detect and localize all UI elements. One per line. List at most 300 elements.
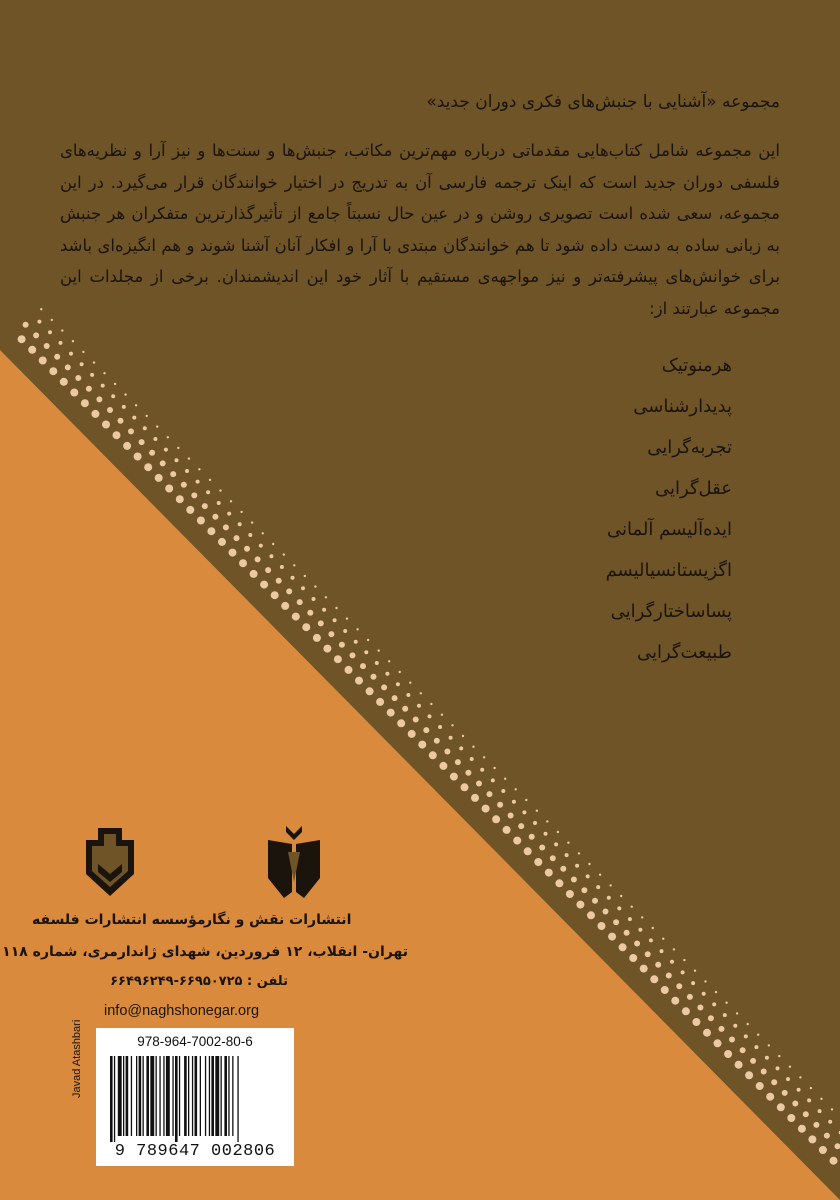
decorative-dot bbox=[575, 864, 579, 868]
decorative-dot bbox=[139, 439, 145, 445]
decorative-dot bbox=[578, 852, 580, 854]
decorative-dot bbox=[704, 980, 706, 982]
decorative-dot bbox=[621, 991, 631, 1001]
decorative-dot bbox=[263, 629, 273, 639]
decorative-dot bbox=[212, 514, 218, 520]
decorative-dot bbox=[778, 1055, 780, 1057]
decorative-dot bbox=[80, 362, 84, 366]
barcode-bar bbox=[143, 1056, 144, 1136]
volume-item: عقل‌گرایی bbox=[655, 478, 732, 499]
decorative-dot bbox=[719, 1026, 725, 1032]
decorative-dot bbox=[451, 724, 453, 726]
decorative-dot bbox=[402, 706, 408, 712]
decorative-dot bbox=[255, 556, 261, 562]
decorative-dot bbox=[333, 618, 337, 622]
decorative-dot bbox=[305, 671, 315, 681]
decorative-dot bbox=[516, 885, 526, 895]
decorative-dot bbox=[62, 426, 72, 436]
decorative-dot bbox=[313, 634, 321, 642]
decorative-dot bbox=[111, 394, 115, 398]
isbn-number: 978-964-7002-80-6 bbox=[137, 1034, 253, 1049]
decorative-dot bbox=[207, 527, 215, 535]
decorative-dot bbox=[302, 623, 310, 631]
decorative-dot bbox=[491, 778, 495, 782]
decorative-dot bbox=[579, 949, 589, 959]
decorative-dot bbox=[294, 661, 304, 671]
decorative-dot bbox=[75, 375, 81, 381]
decorative-dot bbox=[59, 341, 63, 345]
decorative-dot bbox=[811, 1183, 821, 1193]
decorative-dot bbox=[94, 458, 104, 468]
decorative-dot bbox=[568, 938, 578, 948]
decorative-dot bbox=[408, 730, 416, 738]
decorative-dot bbox=[379, 746, 389, 756]
decorative-dot bbox=[234, 535, 240, 541]
barcode-bar bbox=[123, 1056, 124, 1136]
decorative-dot bbox=[830, 1157, 838, 1165]
decorative-dot bbox=[69, 352, 73, 356]
decorative-dot bbox=[102, 421, 110, 429]
decorative-dot bbox=[284, 650, 294, 660]
decorative-dot bbox=[168, 533, 178, 543]
decorative-dot bbox=[663, 1034, 673, 1044]
decorative-dot bbox=[196, 480, 200, 484]
decorative-dot bbox=[539, 845, 545, 851]
decorative-dot bbox=[343, 629, 347, 633]
decorative-dot bbox=[715, 991, 717, 993]
decorative-dot bbox=[697, 1005, 703, 1011]
decorative-dot bbox=[123, 442, 131, 450]
decorative-dot bbox=[431, 799, 441, 809]
barcode-bar bbox=[195, 1056, 198, 1136]
decorative-dot bbox=[181, 482, 187, 488]
volume-item: تجربه‌گرایی bbox=[647, 437, 732, 458]
decorative-dot bbox=[777, 1103, 785, 1111]
decorative-dot bbox=[782, 1090, 788, 1096]
decorative-dot bbox=[83, 447, 93, 457]
pen-book-logo-icon bbox=[262, 822, 326, 902]
publisher-name-naghsh-negar: انتشارات نقش و نگار bbox=[204, 912, 352, 928]
decorative-dot bbox=[736, 1012, 738, 1014]
decorative-dot bbox=[505, 874, 515, 884]
decorative-dot bbox=[807, 1098, 811, 1102]
decorative-dot bbox=[143, 426, 147, 430]
decorative-dot bbox=[96, 396, 102, 402]
decorative-dot bbox=[714, 1039, 722, 1047]
decorative-dot bbox=[740, 1047, 746, 1053]
decorative-dot bbox=[430, 703, 432, 705]
decorative-dot bbox=[611, 981, 621, 991]
decorative-dot bbox=[787, 1114, 795, 1122]
decorative-dot bbox=[259, 544, 263, 548]
barcode-bar bbox=[209, 1056, 210, 1136]
decorative-dot bbox=[703, 1029, 711, 1037]
decorative-dot bbox=[176, 495, 184, 503]
decorative-dot bbox=[262, 532, 264, 534]
decorative-dot bbox=[421, 789, 431, 799]
barcode-bar bbox=[232, 1056, 233, 1136]
decorative-dot bbox=[438, 725, 442, 729]
decorative-dot bbox=[708, 1015, 714, 1021]
decorative-dot bbox=[513, 837, 521, 845]
decorative-dot bbox=[558, 927, 568, 937]
decorative-dot bbox=[37, 320, 41, 324]
decorative-dot bbox=[450, 773, 458, 781]
decorative-dot bbox=[356, 628, 358, 630]
decorative-dot bbox=[567, 842, 569, 844]
decorative-dot bbox=[134, 453, 142, 461]
decorative-dot bbox=[147, 511, 157, 521]
decorative-dot bbox=[86, 386, 92, 392]
barcode-bar bbox=[188, 1056, 189, 1136]
decorative-dot bbox=[315, 682, 325, 692]
publisher-phone: تلفن : ۶۶۹۵۰۷۲۵-۶۶۴۹۶۲۴۹ bbox=[110, 974, 288, 989]
decorative-dot bbox=[229, 549, 237, 557]
decorative-dot bbox=[662, 938, 664, 940]
decorative-dot bbox=[381, 684, 387, 690]
decorative-dot bbox=[512, 800, 516, 804]
barcode-bar bbox=[131, 1056, 132, 1136]
decorative-dot bbox=[439, 762, 447, 770]
decorative-dot bbox=[314, 585, 316, 587]
decorative-dot bbox=[293, 564, 295, 566]
decorative-dot bbox=[576, 901, 584, 909]
decorative-dot bbox=[115, 479, 125, 489]
volume-item: هرمنوتیک bbox=[661, 355, 732, 376]
decorative-dot bbox=[560, 866, 566, 872]
decorative-dot bbox=[712, 1002, 716, 1006]
decorative-dot bbox=[628, 917, 632, 921]
decorative-dot bbox=[546, 820, 548, 822]
volume-item: پساساختارگرایی bbox=[610, 601, 732, 622]
decorative-dot bbox=[346, 617, 348, 619]
decorative-dot bbox=[631, 906, 633, 908]
decorative-dot bbox=[269, 554, 273, 558]
decorative-dot bbox=[501, 789, 505, 793]
decorative-dot bbox=[90, 373, 94, 377]
decorative-dot bbox=[800, 1173, 810, 1183]
decorative-dot bbox=[786, 1077, 790, 1081]
decorative-dot bbox=[682, 1007, 690, 1015]
decorative-dot bbox=[598, 922, 606, 930]
decorative-dot bbox=[185, 469, 189, 473]
barcode-bar bbox=[179, 1056, 180, 1136]
decorative-dot bbox=[493, 767, 495, 769]
decorative-dot bbox=[220, 586, 230, 596]
decorative-dot bbox=[186, 506, 194, 514]
decorative-dot bbox=[733, 1024, 737, 1028]
decorative-dot bbox=[666, 973, 672, 979]
decorative-dot bbox=[550, 855, 556, 861]
decorative-dot bbox=[429, 751, 437, 759]
decorative-dot bbox=[325, 596, 327, 598]
decorative-dot bbox=[241, 607, 251, 617]
decorative-dot bbox=[586, 874, 590, 878]
decorative-dot bbox=[39, 357, 47, 365]
decorative-dot bbox=[265, 567, 271, 573]
barcode-icon bbox=[110, 1056, 280, 1142]
decorative-dot bbox=[660, 949, 664, 953]
decorative-dot bbox=[334, 655, 342, 663]
decorative-dot bbox=[136, 501, 146, 511]
decorative-dot bbox=[482, 805, 490, 813]
decorative-dot bbox=[820, 1098, 822, 1100]
decorative-dot bbox=[687, 994, 693, 1000]
decorative-dot bbox=[189, 554, 199, 564]
decorative-dot bbox=[813, 1122, 819, 1128]
decorative-dot bbox=[28, 346, 36, 354]
decorative-dot bbox=[413, 717, 419, 723]
decorative-dot bbox=[607, 896, 611, 900]
decorative-dot bbox=[525, 799, 527, 801]
decorative-dot bbox=[671, 997, 679, 1005]
decorative-dot bbox=[725, 1002, 727, 1004]
decorative-dot bbox=[638, 928, 642, 932]
decorative-dot bbox=[304, 575, 306, 577]
decorative-dot bbox=[167, 436, 169, 438]
barcode-bar bbox=[184, 1056, 187, 1136]
decorative-dot bbox=[18, 335, 26, 343]
volume-item: طبیعت‌گرایی bbox=[636, 642, 732, 663]
decorative-dot bbox=[323, 645, 331, 653]
decorative-dot bbox=[345, 666, 353, 674]
decorative-dot bbox=[434, 738, 440, 744]
barcode-bar bbox=[118, 1056, 122, 1136]
publisher-name-falsafeh: مؤسسه انتشارات فلسفه bbox=[32, 912, 206, 928]
volume-item: ایده‌آلیسم آلمانی bbox=[607, 519, 732, 540]
decorative-dot bbox=[91, 410, 99, 418]
decorative-dot bbox=[202, 503, 208, 509]
decorative-dot bbox=[357, 725, 367, 735]
barcode-digits: 9 789647 002806 bbox=[114, 1142, 276, 1161]
decorative-dot bbox=[649, 938, 653, 942]
decorative-dot bbox=[388, 660, 390, 662]
decorative-dot bbox=[175, 458, 179, 462]
decorative-dot bbox=[824, 1133, 830, 1139]
decorative-dot bbox=[124, 393, 126, 395]
decorative-dot bbox=[629, 954, 637, 962]
decorative-dot bbox=[723, 1013, 727, 1017]
barcode-bar bbox=[136, 1056, 137, 1136]
decorative-dot bbox=[318, 620, 324, 626]
decorative-dot bbox=[789, 1066, 791, 1068]
decorative-dot bbox=[588, 863, 590, 865]
decorative-dot bbox=[529, 834, 535, 840]
decorative-dot bbox=[48, 330, 52, 334]
decorative-dot bbox=[484, 853, 494, 863]
decorative-dot bbox=[160, 460, 166, 466]
decorative-dot bbox=[389, 757, 399, 767]
decorative-dot bbox=[673, 948, 675, 950]
intro-paragraph: این مجموعه شامل کتاب‌هایی مقدماتی درباره مهم‌ترین مکاتب، جنبش‌ها و سنت‌ها و نیز آرا و نظریه‌های فلسفی دوران جدید است که اینک ترجمه فارسی آن به تدریج در اختیار خوانندگان قرار می‌گیرد. در این مجموعه، سعی شده است تصویری روشن و در عین حال نسبتاً جامع از تأثیرگذارترین متفکران هر جنبش به زبانی ساده به دست داده شود تا هم خوانندگان مبتدی با آرا و افکار آنان آشنا شوند و هم انگیزه‌ای باشد برای خوانش‌های پیشرفته‌تر و نیز مواجهه‌ی مستقیم با آثار خود این اندیشمندان. برخی از مجلدات این مجموعه عبارتند از: bbox=[60, 141, 780, 318]
decorative-dot bbox=[655, 962, 661, 968]
barcode-bar bbox=[224, 1056, 227, 1136]
decorative-dot bbox=[754, 1045, 758, 1049]
decorative-dot bbox=[366, 687, 374, 695]
decorative-dot bbox=[790, 1162, 800, 1172]
decorative-dot bbox=[727, 1098, 737, 1108]
decorative-dot bbox=[178, 543, 188, 553]
decorative-dot bbox=[297, 599, 303, 605]
decorative-dot bbox=[291, 576, 295, 580]
decorative-dot bbox=[828, 1120, 832, 1124]
decorative-dot bbox=[779, 1151, 789, 1161]
decorative-dot bbox=[544, 832, 548, 836]
decorative-dot bbox=[250, 570, 258, 578]
decorative-dot bbox=[480, 768, 484, 772]
decorative-dot bbox=[547, 917, 557, 927]
decorative-dot bbox=[157, 522, 167, 532]
decorative-dot bbox=[107, 407, 113, 413]
decorative-dot bbox=[589, 959, 599, 969]
decorative-dot bbox=[473, 842, 483, 852]
decorative-dot bbox=[471, 794, 479, 802]
decorative-dot bbox=[118, 418, 124, 424]
decorative-dot bbox=[428, 714, 432, 718]
decorative-dot bbox=[536, 810, 538, 812]
decorative-dot bbox=[260, 581, 268, 589]
decorative-dot bbox=[177, 447, 179, 449]
decorative-dot bbox=[20, 383, 30, 393]
decorative-dot bbox=[810, 1087, 812, 1089]
barcode-bar bbox=[172, 1056, 173, 1136]
decorative-dot bbox=[93, 361, 95, 363]
decorative-dot bbox=[653, 1023, 663, 1033]
decorative-dot bbox=[360, 663, 366, 669]
decorative-dot bbox=[515, 788, 517, 790]
decorative-dot bbox=[534, 858, 542, 866]
decorative-dot bbox=[641, 916, 643, 918]
decorative-dot bbox=[819, 1146, 827, 1154]
decorative-dot bbox=[206, 490, 210, 494]
decorative-dot bbox=[747, 1023, 749, 1025]
decorative-dot bbox=[103, 372, 105, 374]
decorative-dot bbox=[230, 500, 232, 502]
barcode-bar bbox=[237, 1056, 238, 1142]
decorative-dot bbox=[504, 778, 506, 780]
decorative-dot bbox=[613, 919, 619, 925]
decorative-dot bbox=[441, 714, 443, 716]
decorative-dot bbox=[670, 960, 674, 964]
decorative-dot bbox=[23, 322, 29, 328]
decorative-dot bbox=[483, 756, 485, 758]
decorative-dot bbox=[347, 714, 357, 724]
decorative-dot bbox=[336, 703, 346, 713]
decorative-dot bbox=[603, 909, 609, 915]
barcode-bar bbox=[146, 1056, 149, 1136]
decorative-dot bbox=[596, 885, 600, 889]
decorative-dot bbox=[705, 1077, 715, 1087]
decorative-dot bbox=[164, 448, 168, 452]
decorative-dot bbox=[600, 970, 610, 980]
decorative-dot bbox=[231, 597, 241, 607]
decorative-dot bbox=[132, 416, 136, 420]
decorative-dot bbox=[339, 642, 345, 648]
decorative-dot bbox=[271, 591, 279, 599]
decorative-dot bbox=[472, 746, 474, 748]
decorative-dot bbox=[273, 639, 283, 649]
decorative-dot bbox=[452, 821, 462, 831]
decorative-dot bbox=[387, 709, 395, 717]
decorative-dot bbox=[307, 610, 313, 616]
decorative-dot bbox=[217, 501, 221, 505]
decorative-dot bbox=[156, 425, 158, 427]
decorative-dot bbox=[65, 364, 71, 370]
decorative-dot bbox=[797, 1088, 801, 1092]
decorative-dot bbox=[735, 1061, 743, 1069]
decorative-dot bbox=[52, 415, 62, 425]
decorative-dot bbox=[750, 1058, 756, 1064]
decorative-dot bbox=[41, 405, 51, 415]
decorative-dot bbox=[410, 778, 420, 788]
decorative-dot bbox=[554, 842, 558, 846]
decorative-dot bbox=[354, 640, 358, 644]
decorative-dot bbox=[301, 586, 305, 590]
decorative-dot bbox=[54, 354, 60, 360]
decorative-dot bbox=[328, 631, 334, 637]
decorative-dot bbox=[461, 783, 469, 791]
decorative-dot bbox=[223, 524, 229, 530]
decorative-dot bbox=[587, 911, 595, 919]
decorative-dot bbox=[652, 927, 654, 929]
decorative-dot bbox=[335, 607, 337, 609]
barcode-bar bbox=[159, 1056, 160, 1136]
decorative-dot bbox=[144, 463, 152, 471]
decorative-dot bbox=[745, 1071, 753, 1079]
decorative-dot bbox=[210, 575, 220, 585]
decorative-dot bbox=[508, 813, 514, 819]
decorative-dot bbox=[70, 389, 78, 397]
decorative-dot bbox=[497, 802, 503, 808]
decorative-dot bbox=[240, 511, 242, 513]
decorative-dot bbox=[238, 522, 242, 526]
decorative-dot bbox=[368, 735, 378, 745]
decorative-dot bbox=[766, 1093, 774, 1101]
decorative-dot bbox=[449, 736, 453, 740]
decorative-dot bbox=[444, 749, 450, 755]
decorative-dot bbox=[503, 826, 511, 834]
barcode-bar bbox=[126, 1056, 129, 1136]
decorative-dot bbox=[420, 692, 422, 694]
decorative-dot bbox=[518, 823, 524, 829]
decorative-dot bbox=[153, 437, 157, 441]
decorative-dot bbox=[565, 853, 569, 857]
decorative-dot bbox=[44, 343, 50, 349]
decorative-dot bbox=[581, 887, 587, 893]
decorative-dot bbox=[524, 847, 532, 855]
decorative-dot bbox=[818, 1109, 822, 1113]
decorative-dot bbox=[375, 661, 379, 665]
decorative-dot bbox=[608, 933, 616, 941]
decorative-dot bbox=[113, 431, 121, 439]
decorative-dot bbox=[399, 671, 401, 673]
decorative-dot bbox=[322, 608, 326, 612]
decorative-dot bbox=[624, 930, 630, 936]
decorative-dot bbox=[684, 1055, 694, 1065]
decorative-dot bbox=[495, 863, 505, 873]
decorative-dot bbox=[417, 704, 421, 708]
decorative-dot bbox=[81, 399, 89, 407]
decorative-dot bbox=[31, 394, 41, 404]
decorative-dot bbox=[645, 951, 651, 957]
decorative-dot bbox=[492, 815, 500, 823]
decorative-dot bbox=[72, 340, 74, 342]
decorative-dot bbox=[566, 890, 574, 898]
decorative-dot bbox=[455, 759, 461, 765]
decorative-dot bbox=[803, 1111, 809, 1117]
decorative-dot bbox=[146, 415, 148, 417]
decorative-dot bbox=[312, 597, 316, 601]
